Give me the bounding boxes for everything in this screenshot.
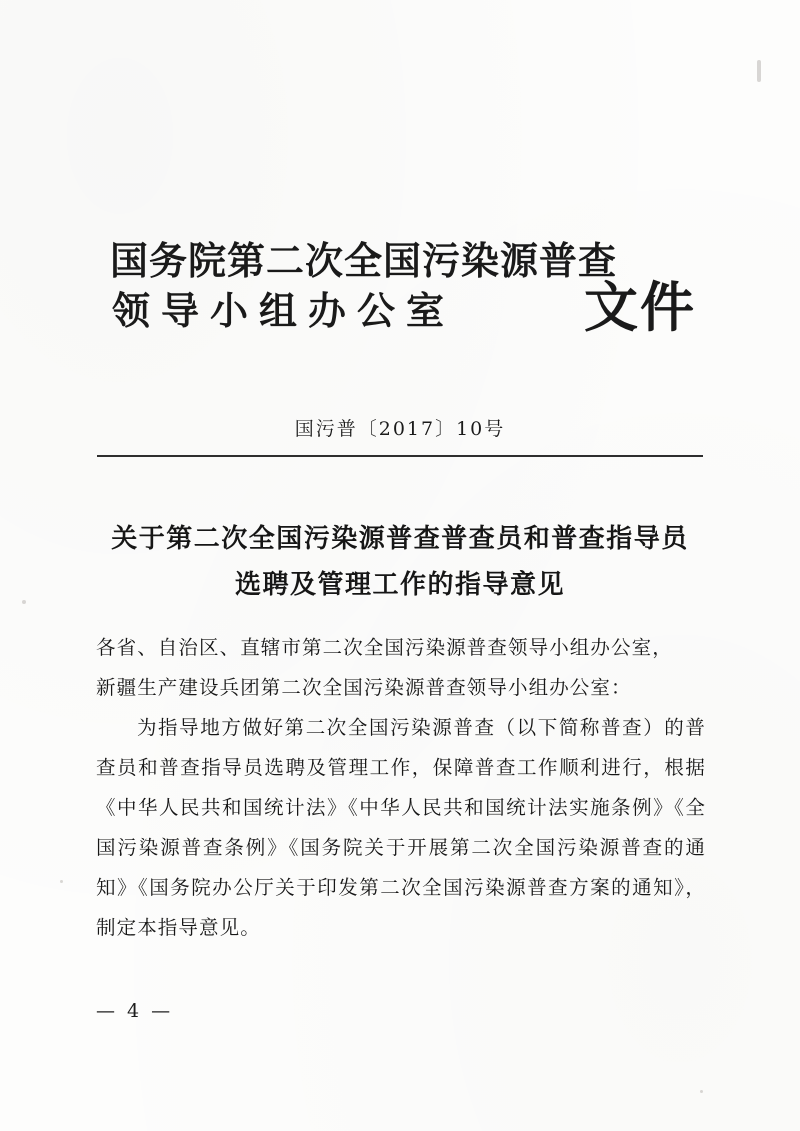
masthead-line-1: 国务院第二次全国污染源普查 — [110, 238, 618, 283]
masthead-document-word: 文件 — [584, 275, 696, 339]
body-paragraph: 新疆生产建设兵团第二次全国污染源普查领导小组办公室： — [96, 676, 632, 699]
body-paragraph: 为指导地方做好第二次全国污染源普查（以下简称普查）的普查员和普查指导员选聘及管理工作，保障普查工作顺利进行，根据《中华人民共和国统计法》《中华人民共和国统计法实施条例》《全国污染源普查条例》《国务院关于开展第二次全国污染源普查的通知》《国务院办公厅关于印发第二次全国污染源普查方案的通知》，制定本指导意见。 — [96, 716, 706, 939]
page-title-line-1: 关于第二次全国污染源普查普查员和普查指导员 — [111, 524, 689, 554]
document-number: 国污普〔2017〕10号 — [294, 418, 506, 440]
document-body — [96, 628, 706, 948]
body-paragraph: 各省、自治区、直辖市第二次全国污染源普查领导小组办公室， — [96, 636, 673, 659]
page-title — [100, 516, 700, 608]
masthead — [96, 236, 706, 366]
header-divider-rule — [97, 455, 703, 457]
page-title-line-2: 选聘及管理工作的指导意见 — [234, 570, 565, 600]
page-number: — 4 — — [96, 1000, 174, 1022]
masthead-line-2: 领导小组办公室 — [112, 288, 456, 333]
masthead-issuer — [110, 236, 618, 336]
